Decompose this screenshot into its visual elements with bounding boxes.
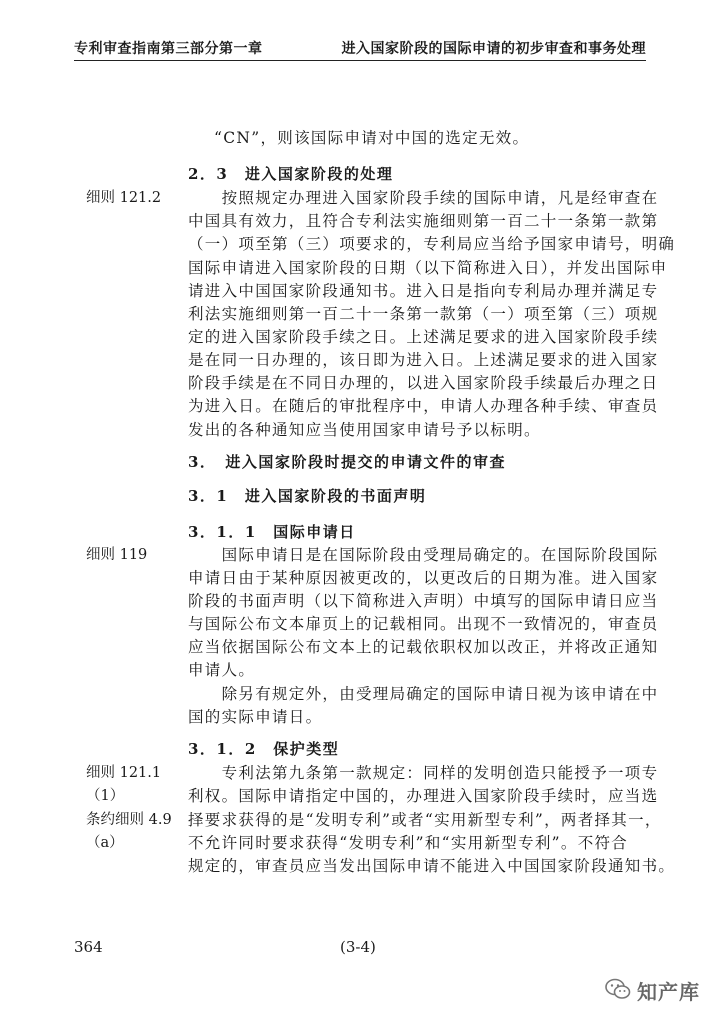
margin-note-rule-121-1: 细则 121.1: [86, 765, 162, 781]
line: 利法实施细则第一百二十一条第一款第（一）项至第（三）项规: [188, 305, 659, 323]
section-heading-3: 3． 进入国家阶段时提交的申请文件的审查: [188, 453, 506, 471]
line: 是在同一日办理的，该日即为进入日。上述满足要求的进入国家: [188, 351, 659, 369]
running-header-left: 专利审查指南第三部分第一章: [74, 41, 263, 57]
header-divider: [74, 60, 646, 61]
margin-note-item-a: （a）: [86, 835, 124, 851]
margin-note-rule-119: 细则 119: [86, 547, 148, 563]
section-code: (3-4): [340, 938, 376, 956]
line: 除另有规定外，由受理局确定的国际申请日视为该申请在中: [188, 685, 659, 703]
line: 不允许同时要求获得“发明专利”和“实用新型专利”。不符合: [188, 834, 629, 852]
line: 国际申请进入国家阶段的日期（以下简称进入日），并发出国际申: [188, 259, 668, 277]
margin-note-item-1: （1）: [86, 788, 125, 804]
margin-note-treaty-rule-4-9: 条约细则 4.9: [86, 812, 172, 828]
section-heading-3-1-1: 3．1．1 国际申请日: [188, 523, 356, 541]
page-number: 364: [74, 938, 103, 956]
line: 择要求获得的是“发明专利”或者“实用新型专利”，两者择其一，: [188, 811, 662, 829]
line: 国的实际申请日。: [188, 708, 323, 726]
section-heading-3-1: 3．1 进入国家阶段的书面声明: [188, 487, 427, 505]
line: 中国具有效力，且符合专利法实施细则第一百二十一条第一款第: [188, 212, 659, 230]
section-heading-3-1-2: 3．1．2 保护类型: [188, 740, 340, 758]
running-header-right: 进入国家阶段的国际申请的初步审查和事务处理: [341, 41, 646, 57]
watermark-text: 知产库: [637, 980, 700, 1004]
line: 发出的各种通知应当使用国家申请号予以标明。: [188, 421, 541, 439]
line: 申请人。: [188, 661, 256, 679]
paragraph-continuation: “CN”，则该国际申请对中国的选定无效。: [214, 129, 530, 147]
line: 阶段的书面声明（以下简称进入声明）中填写的国际申请日应当: [188, 592, 659, 610]
line: 阶段手续是在不同日办理的，以进入国家阶段手续最后办理之日: [188, 374, 659, 392]
line: 按照规定办理进入国家阶段手续的国际申请，凡是经审查在: [188, 189, 659, 207]
margin-note-rule-121-2: 细则 121.2: [86, 190, 162, 206]
line: （一）项至第（三）项要求的，专利局应当给予国家申请号，明确: [188, 235, 676, 253]
line: 定的进入国家阶段手续之日。上述满足要求的进入国家阶段手续: [188, 328, 659, 346]
line: 应当依据国际公布文本上的记载依职权加以改正，并将改正通知: [188, 638, 659, 656]
line: 申请日由于某种原因被更改的，以更改后的日期为准。进入国家: [188, 569, 659, 587]
wechat-icon: [605, 978, 631, 1004]
line: 国际申请日是在国际阶段由受理局确定的。在国际阶段国际: [188, 546, 659, 564]
line: 利权。国际申请指定中国的，办理进入国家阶段手续时，应当选: [188, 787, 659, 805]
section-heading-2-3: 2．3 进入国家阶段的处理: [188, 165, 394, 183]
line: 专利法第九条第一款规定：同样的发明创造只能授予一项专: [188, 764, 659, 782]
line: 请进入中国国家阶段通知书。进入日是指向专利局办理并满足专: [188, 282, 659, 300]
line: 规定的，审查员应当发出国际申请不能进入中国国家阶段通知书。: [188, 857, 676, 875]
watermark: [605, 976, 700, 1005]
line: 与国际公布文本扉页上的记载相同。出现不一致情况的，审查员: [188, 615, 659, 633]
line: 为进入日。在随后的审批程序中，申请人办理各种手续、审查员: [188, 397, 659, 415]
